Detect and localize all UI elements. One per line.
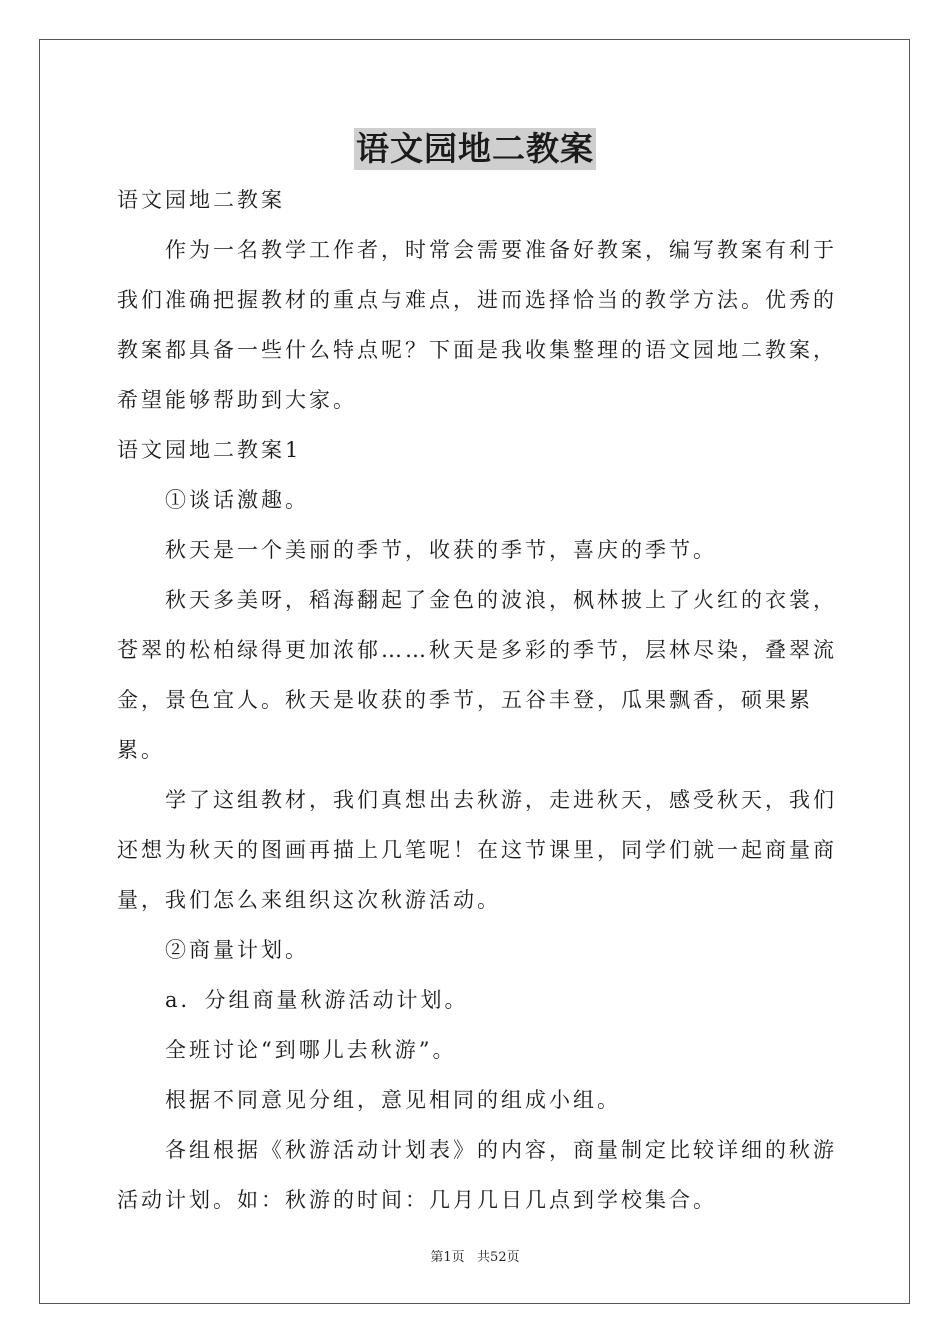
paragraph: 秋天多美呀，稻海翻起了金色的波浪，枫林披上了火红的衣裳，苍翠的松柏绿得更加浓郁……秋天是多彩的季节，层林尽染，叠翠流金，景色宜人。秋天是收获的季节，五谷丰登，瓜果飘香，硕果累累。 — [117, 588, 837, 762]
title-container — [0, 128, 950, 170]
paragraph: 作为一名教学工作者，时常会需要准备好教案，编写教案有利于我们准确把握教材的重点与难点，进而选择恰当的教学方法。优秀的教案都具备一些什么特点呢？下面是我收集整理的语文园地二教案，希望能够帮助到大家。 — [117, 238, 837, 412]
paragraph: 全班讨论“到哪儿去秋游”。 — [165, 1038, 457, 1062]
paragraph: 语文园地二教案1 — [117, 438, 302, 462]
paragraph: 根据不同意见分组，意见相同的组成小组。 — [165, 1088, 621, 1112]
document-title: 语文园地二教案 — [356, 129, 594, 168]
paragraph: a．分组商量秋游活动计划。 — [165, 988, 469, 1012]
paragraph: 学了这组教材，我们真想出去秋游，走进秋天，感受秋天，我们还想为秋天的图画再描上几笔呢！在这节课里，同学们就一起商量商量，我们怎么来组织这次秋游活动。 — [117, 788, 837, 912]
paragraph: 各组根据《秋游活动计划表》的内容，商量制定比较详细的秋游活动计划。如：秋游的时间：几月几日几点到学校集合。 — [117, 1138, 837, 1212]
paragraph: ①谈话激趣。 — [165, 488, 309, 512]
paragraph: 语文园地二教案 — [117, 188, 285, 212]
page-footer: 第1页 共52页 — [430, 1250, 520, 1265]
paragraph: 秋天是一个美丽的季节，收获的季节，喜庆的季节。 — [165, 538, 717, 562]
document-body — [117, 175, 839, 1225]
paragraph: ②商量计划。 — [165, 938, 309, 962]
